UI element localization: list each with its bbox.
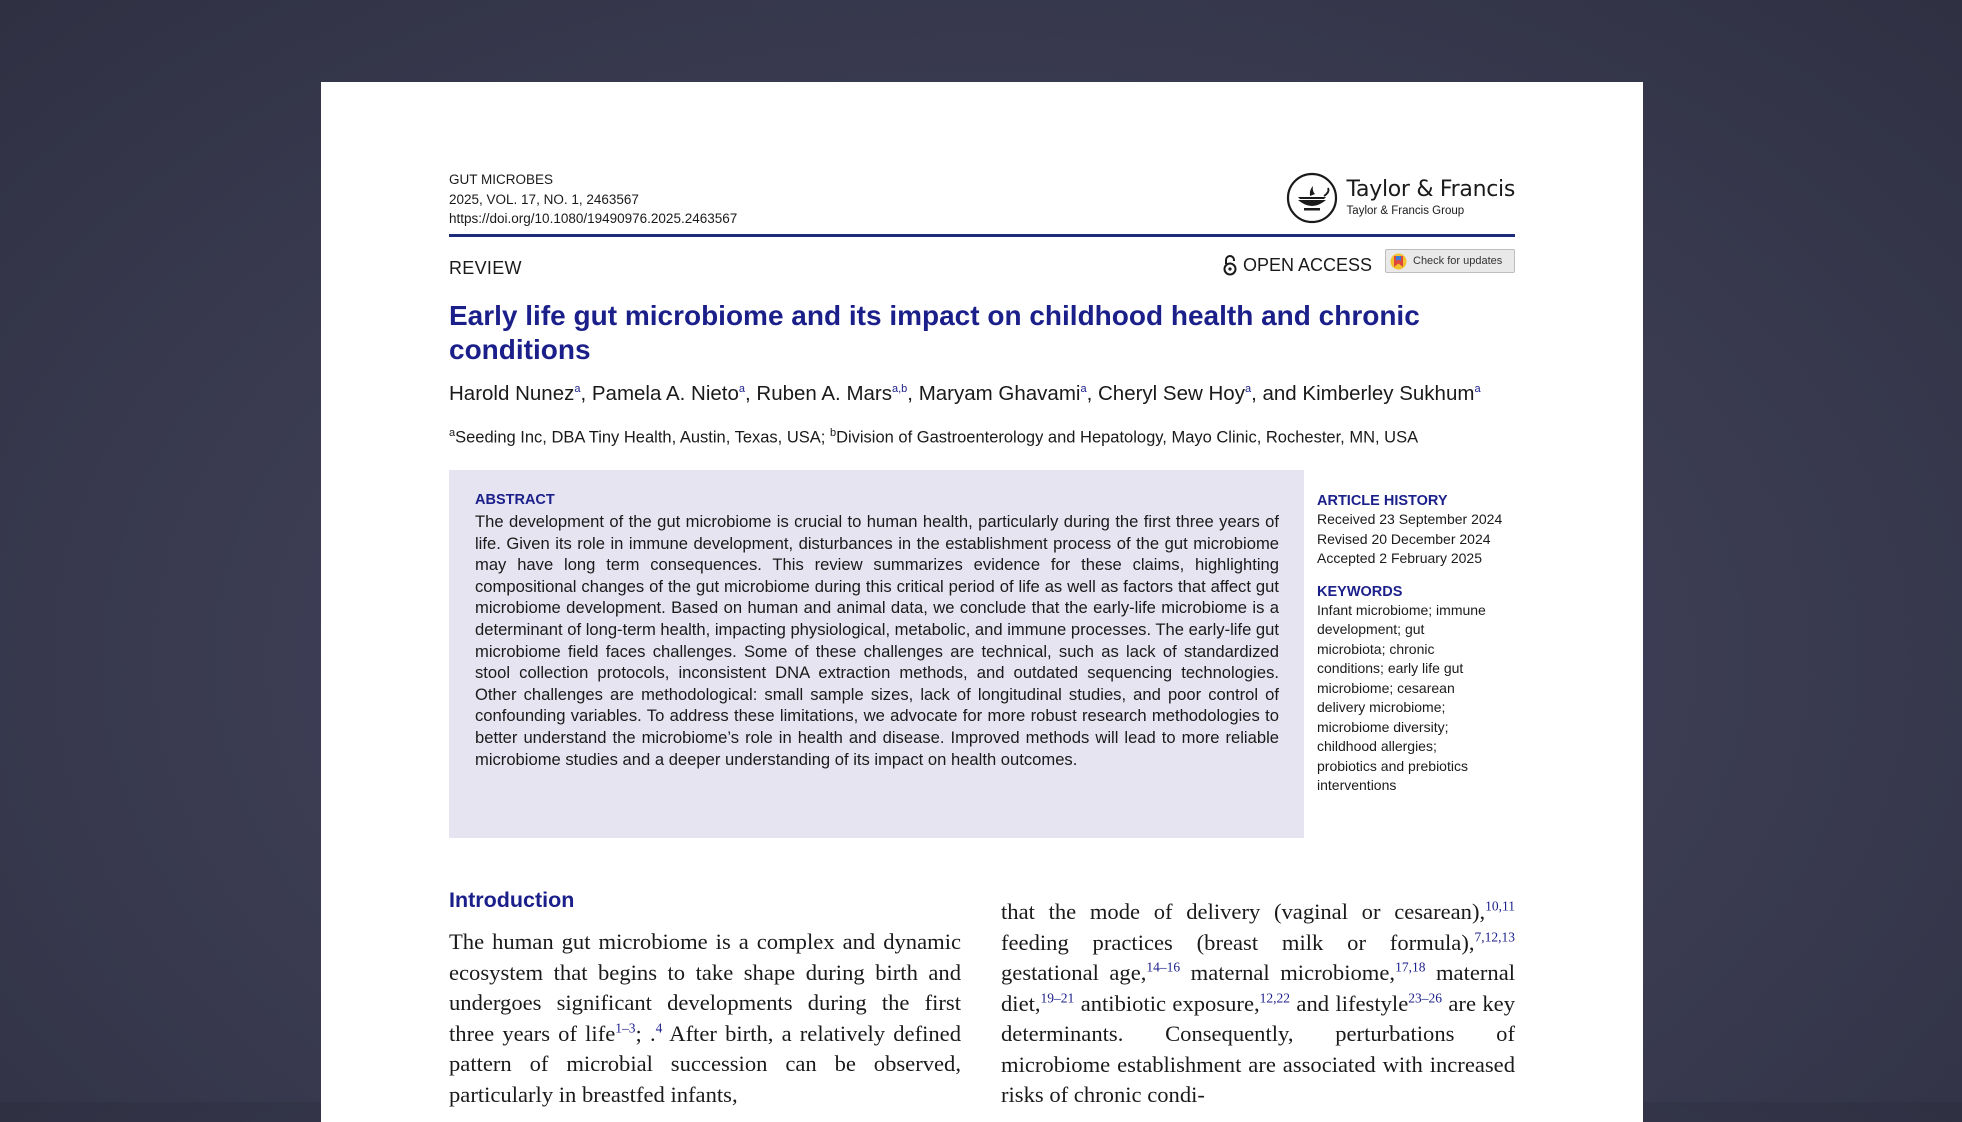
check-for-updates-button[interactable] xyxy=(1385,249,1515,273)
abstract-heading: ABSTRACT xyxy=(475,492,555,508)
citation-link[interactable]: 12,22 xyxy=(1259,989,1291,1005)
crossmark-icon xyxy=(1390,253,1407,270)
citation-link[interactable]: 19–21 xyxy=(1040,989,1075,1005)
intro-column-left: The human gut microbiome is a complex and dynamic ecosystem that begins to take shape during birth and undergoes significant developments during the first three years of life$^{1-3}$; .$^4$ After birth, a relatively defined pattern of microbial succession can be observed, particularly in breastfed infants, xyxy=(449,929,961,1107)
abstract-box xyxy=(449,470,1304,838)
author[interactable]: Cheryl Sew Hoy$^a$ xyxy=(1098,382,1252,405)
citation-link[interactable]: 14–16 xyxy=(1146,959,1181,975)
journal-meta xyxy=(449,170,737,229)
journal-name: GUT MICROBES xyxy=(449,172,554,187)
article-sidebar xyxy=(1317,492,1517,796)
author[interactable]: Maryam Ghavami$^a$ xyxy=(918,382,1087,405)
open-lock-icon xyxy=(1222,254,1238,276)
author[interactable]: Ruben A. Mars$^{a,b}$ xyxy=(756,382,908,405)
keywords-heading: KEYWORDS xyxy=(1317,583,1403,600)
accepted-date: Accepted 2 February 2025 xyxy=(1317,550,1482,566)
publisher-group: Taylor & Francis Group xyxy=(1346,205,1465,217)
keyword-line: interventions xyxy=(1317,777,1397,793)
citation-link[interactable]: 4 xyxy=(655,1019,663,1035)
article-type: REVIEW xyxy=(449,258,522,278)
journal-volume: 2025, VOL. 17, NO. 1, 2463567 xyxy=(449,191,639,207)
keyword-line: microbiota; chronic xyxy=(1317,640,1435,657)
keyword-line: development; gut xyxy=(1317,621,1425,637)
received-date: Received 23 September 2024 xyxy=(1317,511,1503,527)
citation-link[interactable]: 23–26 xyxy=(1408,989,1442,1005)
revised-date: Revised 20 December 2024 xyxy=(1317,530,1491,547)
keyword-line: Infant microbiome; immune xyxy=(1317,601,1486,618)
article-history-heading: ARTICLE HISTORY xyxy=(1317,493,1448,509)
publisher-name: Taylor & Francis xyxy=(1346,177,1515,202)
check-for-updates-label: Check for updates xyxy=(1413,255,1503,267)
doi-link[interactable]: https://doi.org/10.1080/19490976.2025.2463567 xyxy=(449,211,738,226)
paper-page xyxy=(321,82,1643,1122)
citation-link[interactable]: 17,18 xyxy=(1395,959,1426,975)
header-rule xyxy=(449,234,1515,237)
keyword-line: microbiome; cesarean xyxy=(1317,679,1455,696)
citation-link[interactable]: 10,11 xyxy=(1485,898,1515,914)
citation-link[interactable]: 1–3 xyxy=(615,1019,636,1035)
author[interactable]: Pamela A. Nieto$^a$ xyxy=(591,382,745,405)
intro-column-right: that the mode of delivery (vaginal or cesarean),$^{10,11}$ feeding practices (breast milk or formula),$^{7,12,13}$ gestational age,$^{14-16}$ maternal microbiome,$^{17,18}$ maternal diet,$^{19-21}$ antibiotic exposure,$^{12,22}$ and lifestyle$^{23-26}$ are key determinants. Consequently, perturbations of microbiome establishment are associated with increased risks of chronic condi- xyxy=(1001,898,1515,1107)
abstract-text: The development of the gut microbiome is crucial to human health, particularly during the first three years of life. Given its role in immune development, disturbances in the establishment process of the gut microbiome may have long term consequences. This review summarizes evidence for these claims, highlighting compositional changes of the gut microbiome during this critical period of life as well as factors that affect gut microbiome development. Based on human and animal data, we conclude that the early-life microbiome is a determinant of long-term health, impacting physiological, metabolic, and immune processes. The early-life gut microbiome field faces challenges. Some of these challenges are technical, such as lack of standardized stool collection protocols, inconsistent DNA extraction methods, and outdated sequencing technologies. Other challenges are methodological: small sample sizes, lack of longitudinal studies, and poor control of confounding variables. To address these limitations, we advocate for more robust research methodologies to better understand the microbiome’s role in health and disease. Improved methods will lead to more reliable microbiome studies and a deeper understanding of its impact on health outcomes. xyxy=(475,512,1279,769)
author[interactable]: Kimberley Sukhum$^a$ xyxy=(1302,382,1481,405)
publisher-logo xyxy=(1286,170,1515,226)
keyword-line: conditions; early life gut xyxy=(1317,660,1464,676)
lamp-logo-icon xyxy=(1286,172,1338,224)
affiliations: $^a$Seeding Inc, DBA Tiny Health, Austin, Texas, USA; $^b$Division of Gastroenterology and Hepatology, Mayo Clinic, Rochester, MN, USA xyxy=(449,427,1419,447)
introduction-heading: Introduction xyxy=(449,888,575,912)
author[interactable]: Harold Nunez$^a$ xyxy=(449,382,581,405)
keyword-line: delivery microbiome; xyxy=(1317,699,1446,715)
article-title: Early life gut microbiome and its impact on childhood health and chronic conditions xyxy=(449,300,1420,365)
keyword-line: microbiome diversity; xyxy=(1317,718,1449,735)
keyword-line: childhood allergies; xyxy=(1317,738,1437,754)
open-access-label: OPEN ACCESS xyxy=(1242,254,1372,275)
open-access-badge xyxy=(1222,254,1372,276)
keyword-line: probiotics and prebiotics xyxy=(1317,757,1468,774)
citation-link[interactable]: 7,12,13 xyxy=(1474,928,1515,944)
author-list: Harold Nunez$^a$, Pamela A. Nieto$^a$, Ruben A. Mars$^{a,b}$, Maryam Ghavami$^a$, Cheryl Sew Hoy$^a$, and Kimberley Sukhum$^a$ xyxy=(449,382,1481,405)
